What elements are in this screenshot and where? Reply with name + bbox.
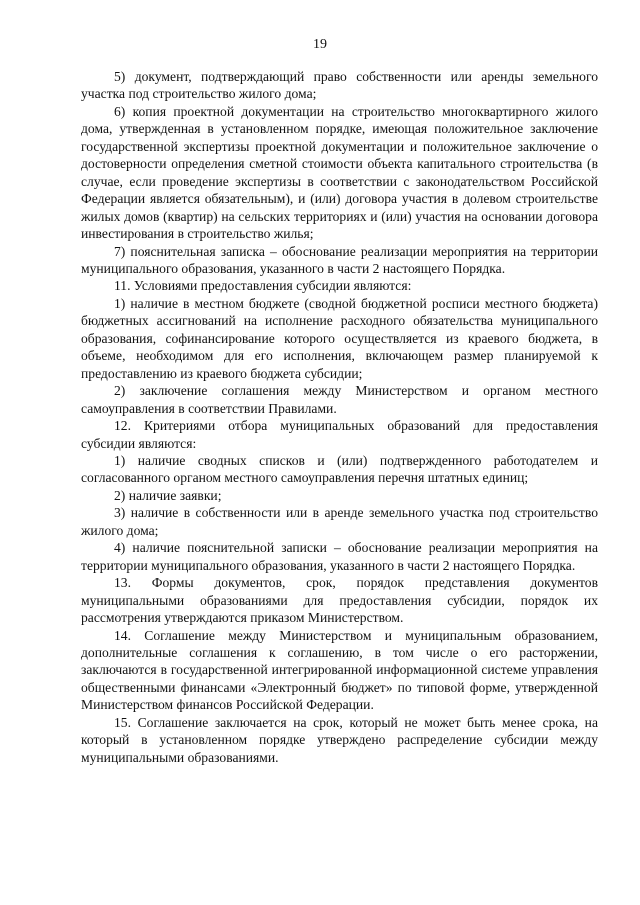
paragraph-12-item-4: 4) наличие пояснительной записки – обоснование реализации мероприятия на территории муниципального образования, указанного в части 2 настоящего Порядка.: [81, 540, 598, 573]
paragraph-section-14: 14. Соглашение между Министерством и муниципальным образованием, дополнительные соглашения к соглашению, в том числе о его расторжении, заключаются в государственной интегрированной информационной системе управления общественными финансами «Электронный бюджет» по типовой форме, утвержденной Министерством финансов Российской Федерации.: [81, 627, 598, 713]
page-number: 19: [313, 37, 327, 52]
paragraph-item-5: 5) документ, подтверждающий право собственности или аренды земельного участка под строительство жилого дома;: [81, 69, 598, 102]
paragraph-12-item-2: 2) наличие заявки;: [114, 487, 222, 503]
paragraph-section-15: 15. Соглашение заключается на срок, который не может быть менее срока, на который в установленном порядке утверждено распределение субсидии между муниципальными образованиями.: [81, 714, 598, 765]
paragraph-item-7: 7) пояснительная записка – обоснование реализации мероприятия на территории муниципального образования, указанного в части 2 настоящего Порядка.: [81, 243, 598, 276]
paragraph-12-item-1: 1) наличие сводных списков и (или) подтвержденного работодателем и согласованного органом местного самоуправления перечня штатных единиц;: [81, 452, 598, 486]
paragraph-section-11: 11. Условиями предоставления субсидии являются:: [114, 278, 412, 294]
paragraph-12-item-3: 3) наличие в собственности или в аренде земельного участка под строительство жилого дома;: [81, 505, 598, 538]
document-body: [81, 68, 598, 766]
paragraph-section-12: 12. Критериями отбора муниципальных образований для предоставления субсидии являются:: [81, 418, 598, 451]
paragraph-11-item-2: 2) заключение соглашения между Министерством и органом местного самоуправления в соответствии Правилами.: [81, 383, 598, 416]
paragraph-section-13: 13. Формы документов, срок, порядок представления документов муниципальными образованиями для предоставления субсидии, порядок их рассмотрения утверждаются приказом Министерством.: [81, 575, 598, 626]
paragraph-item-6: 6) копия проектной документации на строительство многоквартирного жилого дома, утвержденная в установленном порядке, имеющая положительное заключение государственной экспертизы проектной документации и положительное заключение о достоверности определения сметной стоимости объекта капитального строительства (в случае, если проведение экспертизы в соответствии с законодательством Российской Федерации является обязательным), и (или) договора участия в долевом строительстве жилых домов (квартир) на сельских территориях и (или) участия на основании договора инвестирования в строительство жилья;: [81, 103, 598, 242]
paragraph-11-item-1: 1) наличие в местном бюджете (сводной бюджетной росписи местного бюджета) бюджетных ассигнований на исполнение расходного обязательства муниципального образования, софинансирование которого осуществляется из краевого бюджета, в объеме, необходимом для его исполнения, включающем размер планируемой к предоставлению из краевого бюджета субсидии;: [81, 295, 598, 381]
